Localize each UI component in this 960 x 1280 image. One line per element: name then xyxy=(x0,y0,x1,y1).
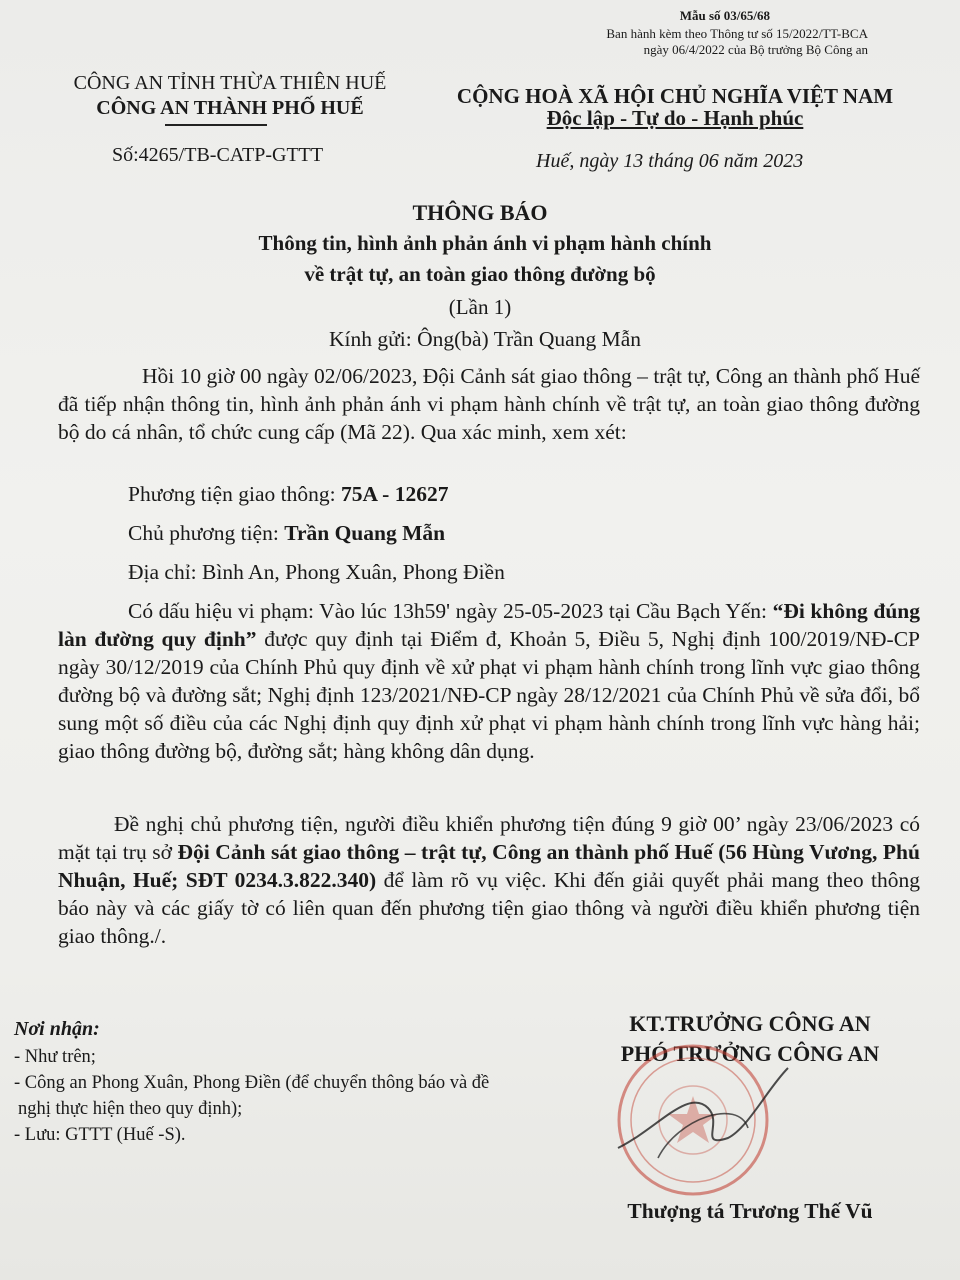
place-date: Huế, ngày 13 tháng 06 năm 2023 xyxy=(536,150,804,172)
form-issued-with: Ban hành kèm theo Thông tư số 15/2022/TT-BCA xyxy=(606,26,868,41)
official-stamp-seal xyxy=(598,1028,798,1198)
recipient-item: - Lưu: GTTT (Huế -S). xyxy=(14,1125,186,1145)
agency-underline xyxy=(165,124,267,126)
recipient-item: - Công an Phong Xuân, Phong Điền (để chuyển thông báo và đề nghị thực hiện theo quy định); xyxy=(14,1073,490,1119)
country-name: CỘNG HOÀ XÃ HỘI CHỦ NGHĨA VIỆT NAM xyxy=(456,84,894,108)
vehicle-line xyxy=(128,482,960,507)
document-title: THÔNG BÁO xyxy=(412,200,548,225)
signer-name: Thượng tá Trương Thế Vũ xyxy=(627,1199,873,1223)
recipients-heading: Nơi nhận: xyxy=(14,1018,100,1040)
recipients-block xyxy=(14,1016,514,1148)
request-paragraph xyxy=(58,810,920,950)
request-place: Đội Cảnh sát giao thông – trật tự, Công an thành phố Huế (56 Hùng Vương, Phú Nhuận, Huế; SĐT 0234.3.822.340) xyxy=(58,840,920,892)
signature-title-1: KT.TRƯỞNG CÔNG AN xyxy=(629,1011,871,1036)
agency-name: CÔNG AN THÀNH PHỐ HUẾ xyxy=(96,97,364,119)
agency-parent: CÔNG AN TỈNH THỪA THIÊN HUẾ xyxy=(73,72,387,94)
intro-text: Hồi 10 giờ 00 ngày 02/06/2023, Đội Cảnh sát giao thông – trật tự, Công an thành phố Huế đã tiếp nhận thông tin, hình ảnh phản ánh vi phạm hành chính về trật tự, an toàn giao thông đường bộ do cá nhân, tổ chức cung cấp (Mã 22). Qua xác minh, xem xét: xyxy=(58,364,920,444)
document-number: Số:4265/TB-CATP-GTTT xyxy=(112,144,324,166)
owner-line xyxy=(128,521,960,546)
intro-paragraph xyxy=(58,362,920,446)
recipient-item: - Như trên; xyxy=(14,1047,96,1067)
vehicle-plate: 75A - 12627 xyxy=(340,482,449,506)
owner-name: Trần Quang Mẫn xyxy=(284,521,446,545)
violation-paragraph xyxy=(58,597,920,765)
form-issued-date: ngày 06/4/2022 của Bộ trưởng Bộ Công an xyxy=(643,42,868,57)
request-lead: Đề nghị chủ phương tiện, người điều khiển phương tiện đúng 9 giờ 00’ ngày 23/06/2023 có mặt tại trụ sở xyxy=(58,812,920,864)
document-subtitle-2: về trật tự, an toàn giao thông đường bộ xyxy=(304,262,656,286)
document-subtitle-1: Thông tin, hình ảnh phản ánh vi phạm hành chính xyxy=(258,231,712,255)
recipient-salutation: Kính gửi: Ông(bà) Trần Quang Mẫn xyxy=(328,327,642,351)
violation-name: “Đi không đúng làn đường quy định” xyxy=(58,599,920,651)
address-value: Bình An, Phong Xuân, Phong Điền xyxy=(202,560,505,584)
signature-title-2: PHÓ TRƯỞNG CÔNG AN xyxy=(620,1041,880,1066)
vehicle-label: Phương tiện giao thông: xyxy=(128,482,341,506)
address-line xyxy=(128,560,960,585)
owner-label: Chủ phương tiện: xyxy=(128,521,285,545)
notice-sequence: (Lần 1) xyxy=(448,295,512,319)
national-motto: Độc lập - Tự do - Hạnh phúc xyxy=(546,106,804,130)
request-rest: để làm rõ vụ việc. Khi đến giải quyết phải mang theo thông báo này và các giấy tờ có liên quan đến phương tiện giao thông và người điều khiển phương tiện giao thông./. xyxy=(58,868,920,948)
form-number: Mẫu số 03/65/68 xyxy=(679,8,770,23)
address-label: Địa chỉ: xyxy=(128,560,203,584)
violation-legal-basis: được quy định tại Điểm đ, Khoản 5, Điều 5, Nghị định 100/2019/NĐ-CP ngày 30/12/2019 của Chính Phủ quy định về xử phạt vi phạm hành chính trong lĩnh vực giao thông đường bộ và đường sắt; Nghị định 123/2021/NĐ-CP ngày 28/12/2021 của Chính Phủ về sửa đổi, bổ sung một số điều của các Nghị định quy định xử phạt vi phạm hành chính trong lĩnh vực hàng hải; giao thông đường bộ, đường sắt; hàng không dân dụng. xyxy=(58,627,920,763)
violation-lead: Có dấu hiệu vi phạm: Vào lúc 13h59' ngày 25-05-2023 tại Cầu Bạch Yến: xyxy=(128,599,773,623)
